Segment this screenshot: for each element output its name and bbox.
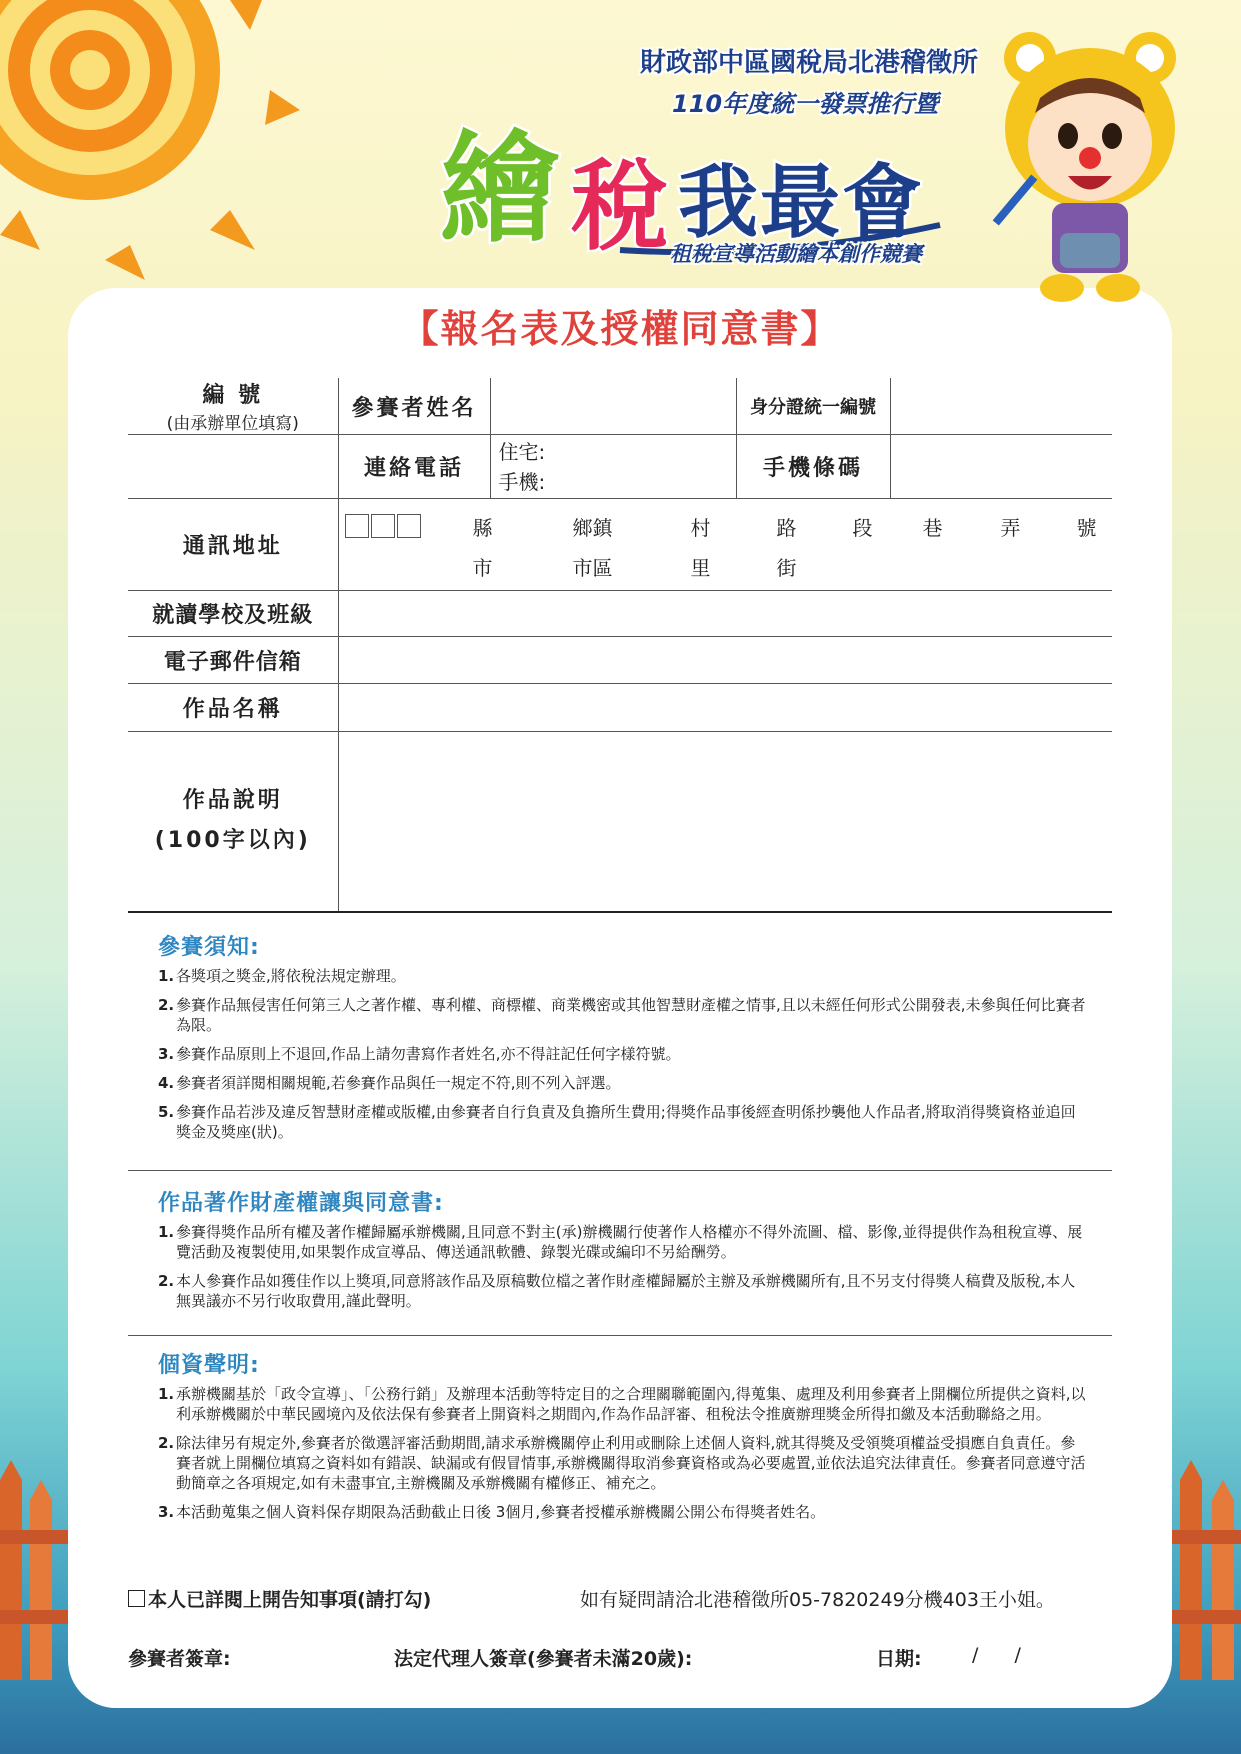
notice-item: 4. 參賽者須詳閱相關規範,若參賽作品與任一規定不符,則不列入評選。 [158,1074,621,1092]
address-unit: 縣 [472,515,493,540]
agree-checkbox-row[interactable] [128,1585,431,1612]
work-desc-note: (100字以內) [154,828,311,854]
year-line: 110年度統一發票推行暨 [672,90,939,118]
participant-signature-label: 參賽者簽章: [128,1648,231,1670]
address-unit: 弄 [1000,515,1021,540]
sun-illustration [0,0,300,280]
mascot-illustration [990,18,1190,308]
notice-item: 2. 參賽作品無侵害任何第三人之著作權、專利權、商標權、商業機密或其他智慧財產權之情事,且以未經任何形式公開發表,未參與任何比賽者為限。 [158,996,1086,1034]
copyright-heading: 作品著作財產權讓與同意書: [158,1191,444,1216]
address-unit: 段 [852,515,873,540]
address-unit: 村 [690,515,711,540]
notice-item: 1. 各獎項之獎金,將依稅法規定辦理。 [158,967,406,985]
contest-header [440,30,1040,280]
idno-field[interactable] [890,378,1112,435]
address-field[interactable] [338,499,1112,591]
work-name-field[interactable] [338,684,1112,732]
address-unit: 街 [776,555,797,580]
notice-item: 5. 參賽作品若涉及違反智慧財產權或版權,由參賽者自行負責及負擔所生費用;得獎作品事後經查明係抄襲他人作品者,將取消得獎資格並追回獎金及獎座(狀)。 [158,1103,1076,1141]
svg-text:我: 我 [678,155,758,249]
copyright-item: 1. 參賽得獎作品所有權及著作權歸屬承辦機關,且同意不對主(承)辦機關行使著作人格權亦不得外流圖、檔、影像,並得提供作為租稅宣導、展覽活動及複製使用,如果製作成宣導品、傳送通訊軟體、錄製光碟或編印不另給酬勞。 [158,1223,1083,1261]
contact-info: 如有疑問請洽北港稽徵所05-7820249分機403王小姐。 [580,1589,1055,1611]
work-desc-label: 作品說明 [182,788,283,814]
address-unit: 鄉鎮 [572,515,613,540]
notice-item: 3. 參賽作品原則上不退回,作品上請勿書寫作者姓名,亦不得註記任何字樣符號。 [158,1045,681,1063]
email-label: 電子郵件信箱 [128,637,338,684]
work-desc-field[interactable] [338,732,1112,912]
svg-text:最: 最 [760,155,840,249]
svg-text:繪: 繪 [440,120,560,259]
idno-label: 身分證統一編號 [736,378,890,435]
organizer-name: 財政部中區國稅局北港稽徵所 [640,48,979,78]
id-label: 編 號 [202,383,264,408]
privacy-heading: 個資聲明: [158,1353,260,1378]
notice-list [158,966,1088,1151]
notice-heading: 參賽須知: [158,935,260,960]
copyright-item: 2. 本人參賽作品如獲佳作以上獎項,同意將該作品及原稿數位檔之著作財產權歸屬於主辦及承辦機關所有,且不另支付得獎人稿費及版稅,本人無異議亦不另行收取費用,謹此聲明。 [158,1272,1076,1310]
school-field[interactable] [338,591,1112,637]
contest-subtitle: 租稅宣導活動繪本創作競賽 [670,242,922,266]
privacy-item: 3. 本活動蒐集之個人資料保存期限為活動截止日後 3個月,參賽者授權承辦機關公開公布得獎者姓名。 [158,1503,826,1521]
date-label: 日期: [876,1648,922,1670]
form-title: 【報名表及授權同意書】 [400,307,841,351]
svg-text:會: 會 [842,155,922,249]
mobile-phone-label: 手機: [498,469,546,494]
agree-checkbox-label: 本人已詳閱上開告知事項(請打勾) [148,1589,432,1611]
address-unit: 市 [472,555,493,580]
email-field[interactable] [338,637,1112,684]
name-field[interactable] [490,378,736,435]
privacy-item: 2. 除法律另有規定外,參賽者於徵選評審活動期間,請求承辦機關停止利用或刪除上述個人資料,就其得獎及受領獎項權益受損應自負責任。參賽者就上開欄位填寫之資料如有錯誤、缺漏或有假冒情事,承辦機關得取消參賽資格或為必要處置,並依法追究法律責任。參賽者同意遵守活動簡章之各項規定,如有未盡事宜,主辦機關及承辦機關有權修正、補充之。 [158,1434,1086,1492]
work-name-label: 作品名稱 [128,684,338,732]
address-unit: 號 [1076,515,1097,540]
section-divider [128,1335,1112,1336]
work-desc-label-cell [128,732,338,912]
phone-field[interactable] [490,435,736,499]
address-unit: 市區 [572,555,613,580]
address-label: 通訊地址 [128,499,338,591]
address-unit: 路 [776,515,797,540]
registration-table [128,378,1112,913]
id-label-cell [128,378,338,435]
id-note: (由承辦單位填寫) [166,414,299,434]
barcode-label: 手機條碼 [736,435,890,499]
date-slashes[interactable]: / / [972,1644,1021,1666]
address-unit: 巷 [922,515,943,540]
name-label: 參賽者姓名 [338,378,490,435]
school-label: 就讀學校及班級 [128,591,338,637]
phone-label: 連絡電話 [338,435,490,499]
privacy-list [158,1384,1088,1531]
privacy-item: 1. 承辦機關基於「政令宣導」、「公務行銷」及辦理本活動等特定目的之合理關聯範圍內,得蒐集、處理及利用參賽者上開欄位所提供之資料,以利承辦機關於中華民國境內及依法保有參賽者上開資料之期間內,作為作品評審、租稅法令推廣辦理獎金所得扣繳及本活動聯絡之用。 [158,1385,1086,1423]
postcode-boxes[interactable] [345,514,421,538]
copyright-list [158,1222,1088,1320]
svg-text:稅: 稅 [570,150,669,260]
section-divider [128,1170,1112,1171]
address-unit: 里 [690,555,711,580]
guardian-signature-label: 法定代理人簽章(參賽者未滿20歲): [394,1648,693,1670]
home-phone-label: 住宅: [498,439,546,464]
checkbox-icon[interactable] [128,1590,145,1607]
barcode-field[interactable] [890,435,1112,499]
fence-right-illustration [1160,1440,1241,1680]
id-value-field[interactable] [128,435,338,499]
